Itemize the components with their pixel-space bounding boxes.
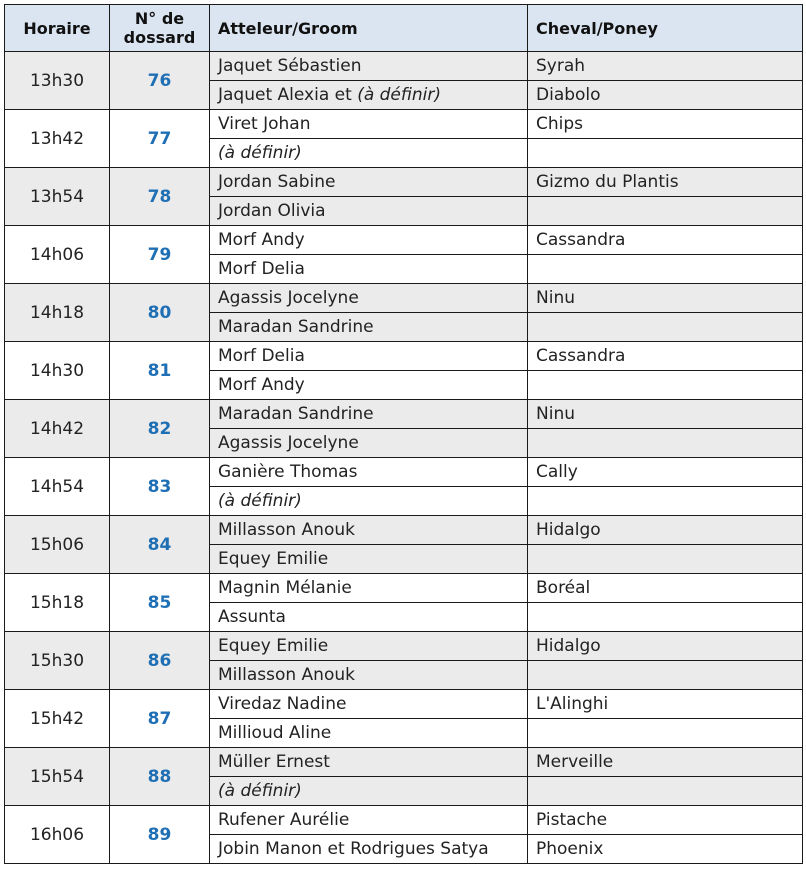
time-cell: 15h54 (5, 748, 110, 806)
to-be-defined-note: (à définir) (218, 491, 302, 511)
horse-cell: Ninu (528, 400, 803, 429)
person-cell (210, 661, 528, 690)
person-name: Müller Ernest (218, 752, 330, 772)
horse-cell: Syrah (528, 52, 803, 81)
person-name: Agassis Jocelyne (218, 288, 359, 308)
table-row (5, 458, 803, 487)
time-cell: 14h30 (5, 342, 110, 400)
to-be-defined-note: (à définir) (218, 143, 302, 163)
person-cell (210, 632, 528, 661)
to-be-defined-note: (à définir) (218, 781, 302, 801)
horse-cell (528, 487, 803, 516)
horse-cell (528, 197, 803, 226)
person-name: Agassis Jocelyne (218, 433, 359, 453)
person-cell (210, 487, 528, 516)
person-name: Maradan Sandrine (218, 317, 374, 337)
person-cell (210, 168, 528, 197)
time-cell: 13h54 (5, 168, 110, 226)
table-row (5, 52, 803, 81)
person-name: Jaquet Alexia et (218, 85, 352, 105)
bib-number-cell: 87 (110, 690, 210, 748)
time-cell: 13h30 (5, 52, 110, 110)
person-cell (210, 458, 528, 487)
bib-number-cell: 83 (110, 458, 210, 516)
header-time: Horaire (5, 5, 110, 52)
bib-number-cell: 88 (110, 748, 210, 806)
horse-cell: Hidalgo (528, 516, 803, 545)
table-row (5, 226, 803, 255)
time-cell: 15h42 (5, 690, 110, 748)
horse-cell (528, 313, 803, 342)
person-cell (210, 806, 528, 835)
person-cell (210, 197, 528, 226)
table-row (5, 516, 803, 545)
person-name: Assunta (218, 607, 286, 627)
horse-cell (528, 545, 803, 574)
header-horse: Cheval/Poney (528, 5, 803, 52)
person-cell (210, 313, 528, 342)
person-name: Millasson Anouk (218, 665, 355, 685)
horse-cell: L'Alinghi (528, 690, 803, 719)
horse-cell (528, 661, 803, 690)
table-body (5, 52, 803, 864)
to-be-defined-note: (à définir) (357, 85, 441, 105)
horse-cell: Hidalgo (528, 632, 803, 661)
time-cell: 16h06 (5, 806, 110, 864)
person-cell (210, 719, 528, 748)
bib-number-cell: 76 (110, 52, 210, 110)
time-cell: 14h54 (5, 458, 110, 516)
horse-cell (528, 429, 803, 458)
bib-number-cell: 79 (110, 226, 210, 284)
table-row (5, 806, 803, 835)
table-row (5, 690, 803, 719)
horse-cell: Gizmo du Plantis (528, 168, 803, 197)
start-list-table (4, 4, 803, 864)
person-cell (210, 400, 528, 429)
horse-cell: Chips (528, 110, 803, 139)
person-name: Viredaz Nadine (218, 694, 347, 714)
person-name: Morf Delia (218, 346, 305, 366)
table-row (5, 748, 803, 777)
table-row (5, 110, 803, 139)
person-cell (210, 110, 528, 139)
horse-cell (528, 371, 803, 400)
person-name: Equey Emilie (218, 549, 329, 569)
time-cell: 15h30 (5, 632, 110, 690)
horse-cell: Diabolo (528, 81, 803, 110)
time-cell: 14h18 (5, 284, 110, 342)
person-cell (210, 371, 528, 400)
header-bib-label: N° de dossard (123, 9, 196, 47)
time-cell: 14h06 (5, 226, 110, 284)
person-name: Jaquet Sébastien (218, 56, 362, 76)
bib-number-cell: 77 (110, 110, 210, 168)
bib-number-cell: 78 (110, 168, 210, 226)
person-name: Millasson Anouk (218, 520, 355, 540)
person-cell (210, 748, 528, 777)
person-name: Maradan Sandrine (218, 404, 374, 424)
person-cell (210, 81, 528, 110)
horse-cell (528, 139, 803, 168)
time-cell: 15h18 (5, 574, 110, 632)
person-name: Equey Emilie (218, 636, 329, 656)
person-cell (210, 284, 528, 313)
time-cell: 14h42 (5, 400, 110, 458)
person-cell (210, 52, 528, 81)
person-name: Morf Andy (218, 375, 305, 395)
bib-number-cell: 85 (110, 574, 210, 632)
time-cell: 13h42 (5, 110, 110, 168)
horse-cell: Merveille (528, 748, 803, 777)
horse-cell: Pistache (528, 806, 803, 835)
person-name: Morf Andy (218, 230, 305, 250)
person-name: Magnin Mélanie (218, 578, 352, 598)
person-cell (210, 777, 528, 806)
horse-cell: Cally (528, 458, 803, 487)
horse-cell (528, 255, 803, 284)
person-name: Millioud Aline (218, 723, 332, 743)
horse-cell: Cassandra (528, 342, 803, 371)
person-cell (210, 139, 528, 168)
person-cell (210, 516, 528, 545)
person-name: Viret Johan (218, 114, 311, 134)
horse-cell: Ninu (528, 284, 803, 313)
table-row (5, 168, 803, 197)
bib-number-cell: 89 (110, 806, 210, 864)
bib-number-cell: 80 (110, 284, 210, 342)
table-row (5, 284, 803, 313)
person-name: Jordan Olivia (218, 201, 326, 221)
table-row (5, 632, 803, 661)
bib-number-cell: 81 (110, 342, 210, 400)
person-cell (210, 835, 528, 864)
header-bib (110, 5, 210, 52)
table-row (5, 342, 803, 371)
bib-number-cell: 84 (110, 516, 210, 574)
table-header (5, 5, 803, 52)
person-name: Jordan Sabine (218, 172, 336, 192)
person-name: Ganière Thomas (218, 462, 358, 482)
person-cell (210, 690, 528, 719)
header-person: Atteleur/Groom (210, 5, 528, 52)
bib-number-cell: 86 (110, 632, 210, 690)
person-cell (210, 574, 528, 603)
person-cell (210, 545, 528, 574)
horse-cell: Boréal (528, 574, 803, 603)
person-name: Rufener Aurélie (218, 810, 350, 830)
horse-cell (528, 777, 803, 806)
horse-cell (528, 603, 803, 632)
horse-cell: Cassandra (528, 226, 803, 255)
person-cell (210, 603, 528, 632)
horse-cell (528, 719, 803, 748)
person-cell (210, 255, 528, 284)
person-cell (210, 429, 528, 458)
horse-cell: Phoenix (528, 835, 803, 864)
person-name: Jobin Manon et Rodrigues Satya (218, 839, 489, 859)
bib-number-cell: 82 (110, 400, 210, 458)
table-row (5, 400, 803, 429)
time-cell: 15h06 (5, 516, 110, 574)
person-cell (210, 226, 528, 255)
table-row (5, 574, 803, 603)
person-cell (210, 342, 528, 371)
person-name: Morf Delia (218, 259, 305, 279)
